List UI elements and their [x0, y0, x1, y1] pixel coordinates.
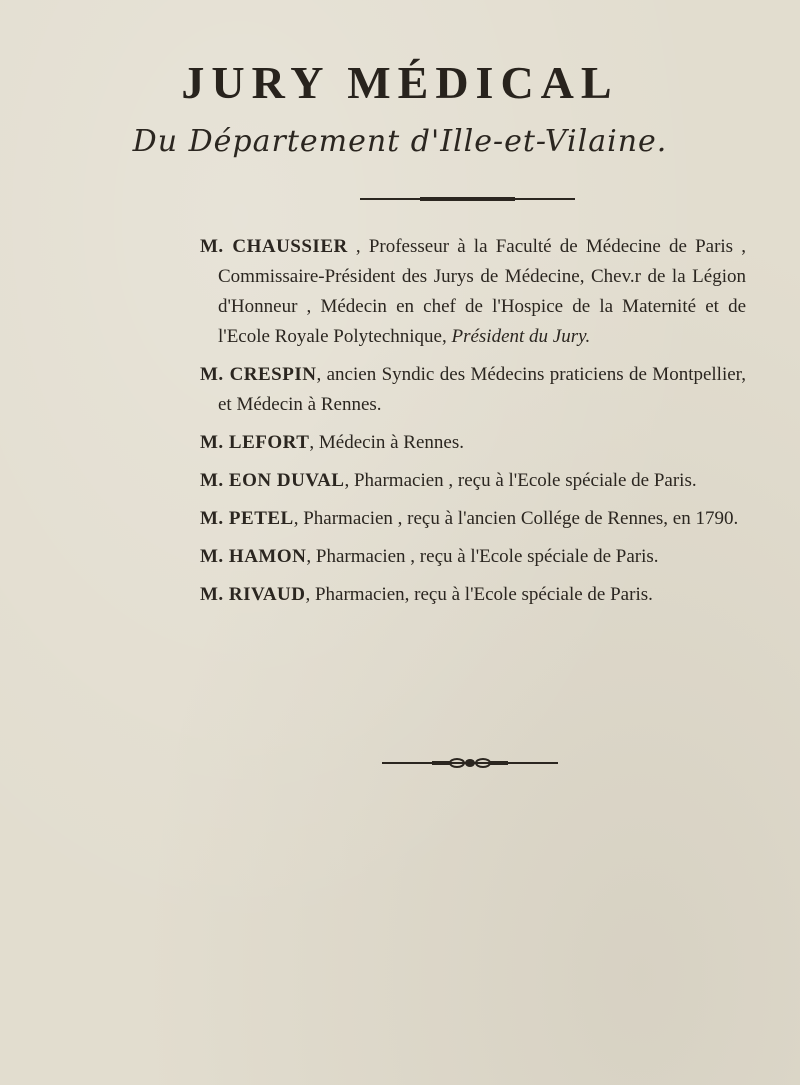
- member-role: Président du Jury.: [451, 326, 591, 347]
- member-name: M. CHAUSSIER: [200, 236, 348, 257]
- member-entry: [200, 232, 746, 352]
- member-description: , Médecin à Rennes.: [309, 432, 464, 453]
- member-description: , Professeur à la Faculté de Médecine de Paris , Commissaire-Président des Jurys de Médecine, Chev.r de la Légion d'Honneur , Médecin en chef de l'Hospice de la Maternité et de l'Ecole Royale Polytechnique,: [218, 236, 746, 347]
- member-description: , ancien Syndic des Médecins praticiens de Montpellier, et Médecin à Rennes.: [218, 364, 746, 415]
- member-name: M. PETEL: [200, 508, 294, 529]
- member-name: M. CRESPIN: [200, 364, 317, 385]
- member-description: , Pharmacien , reçu à l'ancien Collége de Rennes, en 1790.: [293, 508, 739, 529]
- member-name: M. RIVAUD: [200, 584, 306, 605]
- member-entry: [200, 580, 746, 610]
- member-entry: [200, 542, 746, 572]
- member-description: , Pharmacien , reçu à l'Ecole spéciale de Paris.: [344, 470, 697, 491]
- page-title: JURY MÉDICAL: [181, 57, 619, 108]
- member-description: , Pharmacien , reçu à l'Ecole spéciale de Paris.: [306, 546, 659, 567]
- member-entry: [200, 504, 746, 534]
- member-entry: [200, 466, 746, 496]
- top-ornamental-rule: [360, 196, 575, 202]
- member-name: M. EON DUVAL: [200, 470, 345, 491]
- member-entry: [200, 428, 746, 458]
- member-entry: [200, 360, 746, 420]
- page-subtitle: Du Département d'Ille-et-Vilaine.: [132, 124, 668, 159]
- member-list: [200, 232, 746, 618]
- member-name: M. LEFORT: [200, 432, 310, 453]
- member-description: , Pharmacien, reçu à l'Ecole spéciale de Paris.: [305, 584, 653, 605]
- bottom-ornament: [382, 758, 558, 768]
- member-name: M. HAMON: [200, 546, 307, 567]
